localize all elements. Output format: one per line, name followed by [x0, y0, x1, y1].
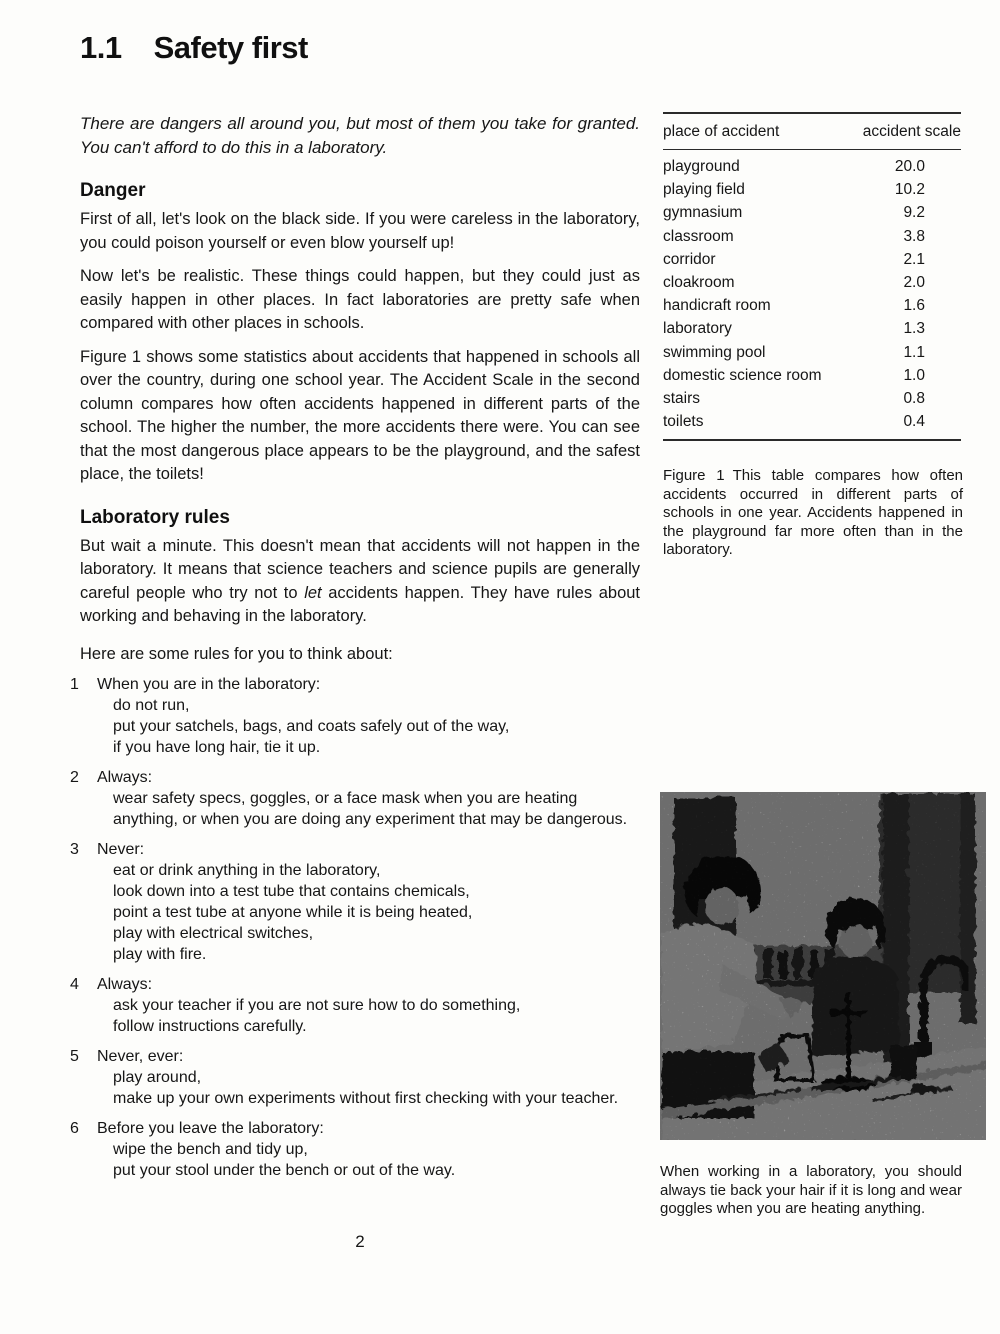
- lab-photo-illustration: [660, 792, 986, 1140]
- table-row: playing field 10.2: [663, 181, 925, 199]
- table-row: cloakroom 2.0: [663, 273, 925, 291]
- table-row: toilets 0.4: [663, 413, 925, 431]
- heading-danger: Danger: [80, 180, 146, 201]
- rule-item-5: [70, 1046, 640, 1109]
- rule-number: 2: [70, 768, 79, 786]
- lab-photo: [660, 792, 986, 1140]
- rule-line: follow instructions carefully.: [113, 1017, 307, 1035]
- intro-paragraph: There are dangers all around you, but most of them you take for granted. You can't afford to do this in a laboratory.: [80, 114, 640, 157]
- rule-title: Never, ever:: [97, 1047, 184, 1065]
- table-row: classroom 3.8: [663, 227, 925, 245]
- rule-line: if you have long hair, tie it up.: [113, 738, 321, 756]
- table-row: gymnasium 9.2: [663, 204, 925, 222]
- page-title: [80, 30, 640, 66]
- rules-list: [70, 674, 640, 1181]
- rule-line: play around,: [113, 1068, 202, 1086]
- figure1-table-container: [663, 112, 961, 441]
- rule-line: put your satchels, bags, and coats safely out of the way,: [113, 717, 510, 735]
- figure1-caption-text: This table compares how often accidents occurred in different parts of schools in one year. Accidents happened in the playground far more often than in the laboratory.: [663, 467, 964, 558]
- table-row: corridor 2.1: [663, 250, 925, 268]
- column-header-place: place of accident: [663, 113, 847, 150]
- rules-lead-in: Here are some rules for you to think about:: [80, 644, 393, 663]
- heading-laboratory-rules: Laboratory rules: [80, 506, 230, 528]
- rule-item-1: [70, 674, 640, 758]
- table-row: domestic science room 1.0: [663, 366, 925, 384]
- rule-line: wipe the bench and tidy up,: [113, 1140, 308, 1158]
- rule-title: When you are in the laboratory:: [97, 675, 321, 693]
- rule-line: put your stool under the bench or out of the way.: [113, 1161, 456, 1179]
- rule-line: point a test tube at anyone while it is being heated,: [113, 903, 473, 921]
- rule-line: eat or drink anything in the laboratory,: [113, 861, 381, 879]
- rule-line: do not run,: [113, 696, 190, 714]
- rule-line: wear safety specs, goggles, or a face mask when you are heating anything, or when you are doing any experiment that may be dangerous.: [113, 789, 628, 828]
- rule-number: 4: [70, 975, 79, 993]
- column-header-scale: accident scale: [847, 113, 961, 150]
- rule-title: Before you leave the laboratory:: [97, 1119, 324, 1137]
- photo-caption: When working in a laboratory, you should always tie back your hair if it is long and wear goggles when you are heating anything.: [660, 1163, 962, 1217]
- danger-paragraph-1: First of all, let's look on the black side. If you were careless in the laboratory, you could poison yourself or even blow yourself up!: [80, 210, 640, 252]
- lab-rules-intro-pre: But wait a minute. This doesn't mean that accidents will not happen in the laboratory. It means that science teachers and science pupils are generally careful people who try not to: [80, 536, 640, 602]
- section-number: 1.1: [80, 30, 122, 65]
- table-row: playground 20.0: [663, 158, 925, 175]
- section-title: Safety first: [153, 30, 308, 65]
- rule-item-4: [70, 974, 640, 1037]
- table-row: handicraft room 1.6: [663, 297, 925, 315]
- rule-title: Never:: [97, 840, 145, 858]
- rule-number: 6: [70, 1119, 79, 1137]
- table-row: swimming pool 1.1: [663, 343, 925, 361]
- danger-paragraph-2: Now let's be realistic. These things could happen, but they could just as easily happen in other places. In fact laboratories are pretty safe when compared with other places in schools.: [80, 267, 640, 332]
- figure1-caption: [663, 467, 963, 560]
- danger-paragraph-3: Figure 1 shows some statistics about accidents that happened in schools all over the country, during one school year. The Accident Scale in the second column compares how often accidents happened in different parts of the school. The higher the number, the more accidents there were. You can see that the most dangerous place appears to be the playground, and the safest place, the toilets!: [80, 347, 640, 483]
- lab-rules-intro-post: accidents happen. They have rules about working and behaving in the laboratory.: [80, 583, 641, 625]
- table-row: laboratory 1.3: [663, 320, 925, 338]
- rule-item-6: [70, 1118, 640, 1181]
- rule-line: make up your own experiments without first checking with your teacher.: [113, 1089, 619, 1107]
- rule-line: look down into a test tube that contains chemicals,: [113, 882, 470, 900]
- lab-rules-intro: [80, 535, 640, 629]
- rule-title: Always:: [97, 975, 153, 993]
- rule-item-3: [70, 839, 640, 965]
- rule-number: 3: [70, 840, 79, 858]
- lab-rules-intro-italic-word: let: [304, 583, 322, 602]
- table-row: stairs 0.8: [663, 389, 925, 407]
- rule-line: play with electrical switches,: [113, 924, 314, 942]
- main-text-column: [70, 30, 641, 1190]
- accident-scale-table: [663, 112, 961, 441]
- rule-line: play with fire.: [113, 945, 207, 963]
- rule-title: Always:: [97, 768, 153, 786]
- figure1-caption-label: Figure 1: [663, 467, 725, 484]
- page-number: 2: [355, 1232, 365, 1251]
- rule-line: ask your teacher if you are not sure how to do something,: [113, 996, 521, 1014]
- rule-item-2: [70, 767, 640, 830]
- table-header-row: [663, 113, 961, 150]
- rule-number: 1: [70, 675, 79, 693]
- rule-number: 5: [70, 1047, 79, 1065]
